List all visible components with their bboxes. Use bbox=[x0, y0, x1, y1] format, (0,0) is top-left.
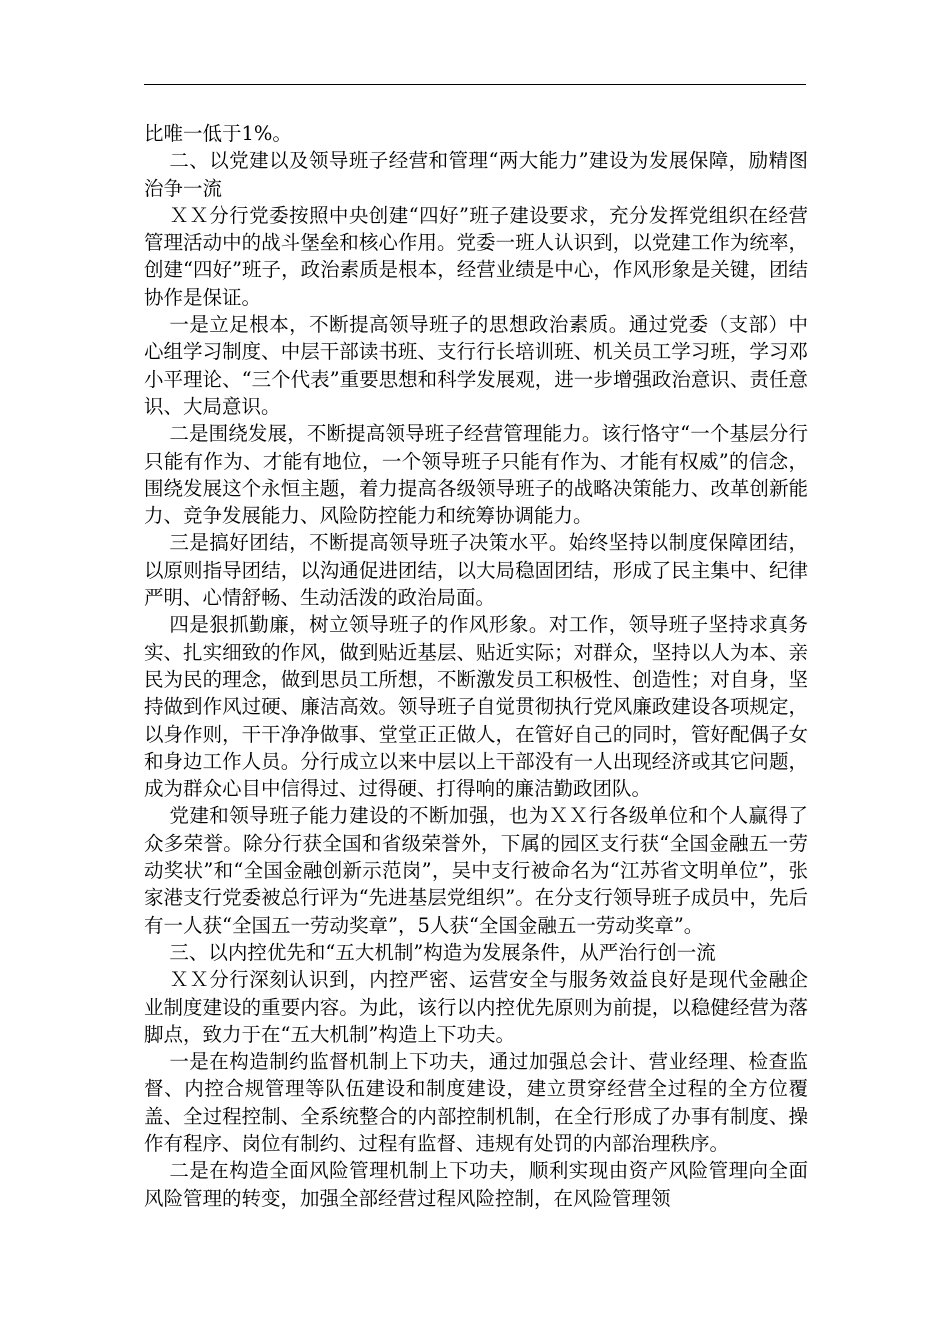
body-paragraph: 三是搞好团结，不断提高领导班子决策水平。始终坚持以制度保障团结，以原则指导团结，以沟通促进团结，以大局稳固团结，形成了民主集中、纪律严明、心情舒畅、生动活泼的政治局面。 bbox=[144, 531, 808, 610]
body-paragraph: 党建和领导班子能力建设的不断加强，也为ＸＸ行各级单位和个人赢得了众多荣誉。除分行获全国和省级荣誉外，下属的园区支行获“全国金融五一劳动奖状”和“全国金融创新示范岗”，吴中支行被命名为“江苏省文明单位”，张家港支行党委被总行评为“先进基层党组织”。在分支行领导班子成员中，先后有一人获“全国五一劳动奖章”，5人获“全国金融五一劳动奖章”。 bbox=[144, 804, 808, 937]
body-paragraph: 二、以党建以及领导班子经营和管理“两大能力”建设为发展保障，励精图治争一流 bbox=[144, 149, 808, 200]
body-paragraph: ＸＸ分行深刻认识到，内控严密、运营安全与服务效益良好是现代金融企业制度建设的重要内容。为此，该行以内控优先原则为前提，以稳健经营为落脚点，致力于在“五大机制”构造上下功夫。 bbox=[144, 968, 808, 1046]
body-paragraph: 一是在构造制约监督机制上下功夫，通过加强总会计、营业经理、检查监督、内控合规管理等队伍建设和制度建设，建立贯穿经营全过程的全方位覆盖、全过程控制、全系统整合的内部控制机制，在全行形成了办事有制度、操作有程序、岗位有制约、过程有监督、违规有处罚的内部治理秩序。 bbox=[144, 1050, 808, 1155]
header-rule bbox=[144, 84, 806, 85]
body-paragraph: 比唯一低于1%。 bbox=[144, 122, 292, 145]
body-paragraph: 二是在构造全面风险管理机制上下功夫，顺利实现由资产风险管理向全面风险管理的转变，加强全部经营过程风险控制，在风险管理领 bbox=[144, 1159, 808, 1210]
body-paragraph: 四是狠抓勤廉，树立领导班子的作风形象。对工作，领导班子坚持求真务实、扎实细致的作风，做到贴近基层、贴近实际；对群众，坚持以人为本、亲民为民的理念，做到思员工所想，不断激发员工积极性、创造性；对自身，坚持做到作风过硬、廉洁高效。领导班子自觉贯彻执行党风廉政建设各项规定，以身作则，干干净净做事、堂堂正正做人，在管好自己的同时，管好配偶子女和身边工作人员。分行成立以来中层以上干部没有一人出现经济或其它问题，成为群众心目中信得过、过得硬、打得响的廉洁勤政团队。 bbox=[144, 613, 808, 801]
body-paragraph: 二是围绕发展，不断提高领导班子经营管理能力。该行恪守“一个基层分行只能有作为、才能有地位，一个领导班子只能有作为、才能有权威”的信念，围绕发展这个永恒主题，着力提高各级领导班子的战略决策能力、改革创新能力、竞争发展能力、风险防控能力和统筹协调能力。 bbox=[144, 422, 808, 528]
document-body bbox=[144, 120, 808, 1212]
body-paragraph: 三、以内控优先和“五大机制”构造为发展条件，从严治行创一流 bbox=[169, 940, 716, 964]
body-paragraph: ＸＸ分行党委按照中央创建“四好”班子建设要求，充分发挥党组织在经营管理活动中的战斗堡垒和核心作用。党委一班人认识到，以党建工作为统率，创建“四好”班子，政治素质是根本，经营业绩是中心，作风形象是关键，团结协作是保证。 bbox=[144, 203, 808, 309]
body-paragraph: 一是立足根本，不断提高领导班子的思想政治素质。通过党委（支部）中心组学习制度、中层干部读书班、支行行长培训班、机关员工学习班，学习邓小平理论、“三个代表”重要思想和科学发展观，进一步增强政治意识、责任意识、大局意识。 bbox=[144, 313, 808, 418]
